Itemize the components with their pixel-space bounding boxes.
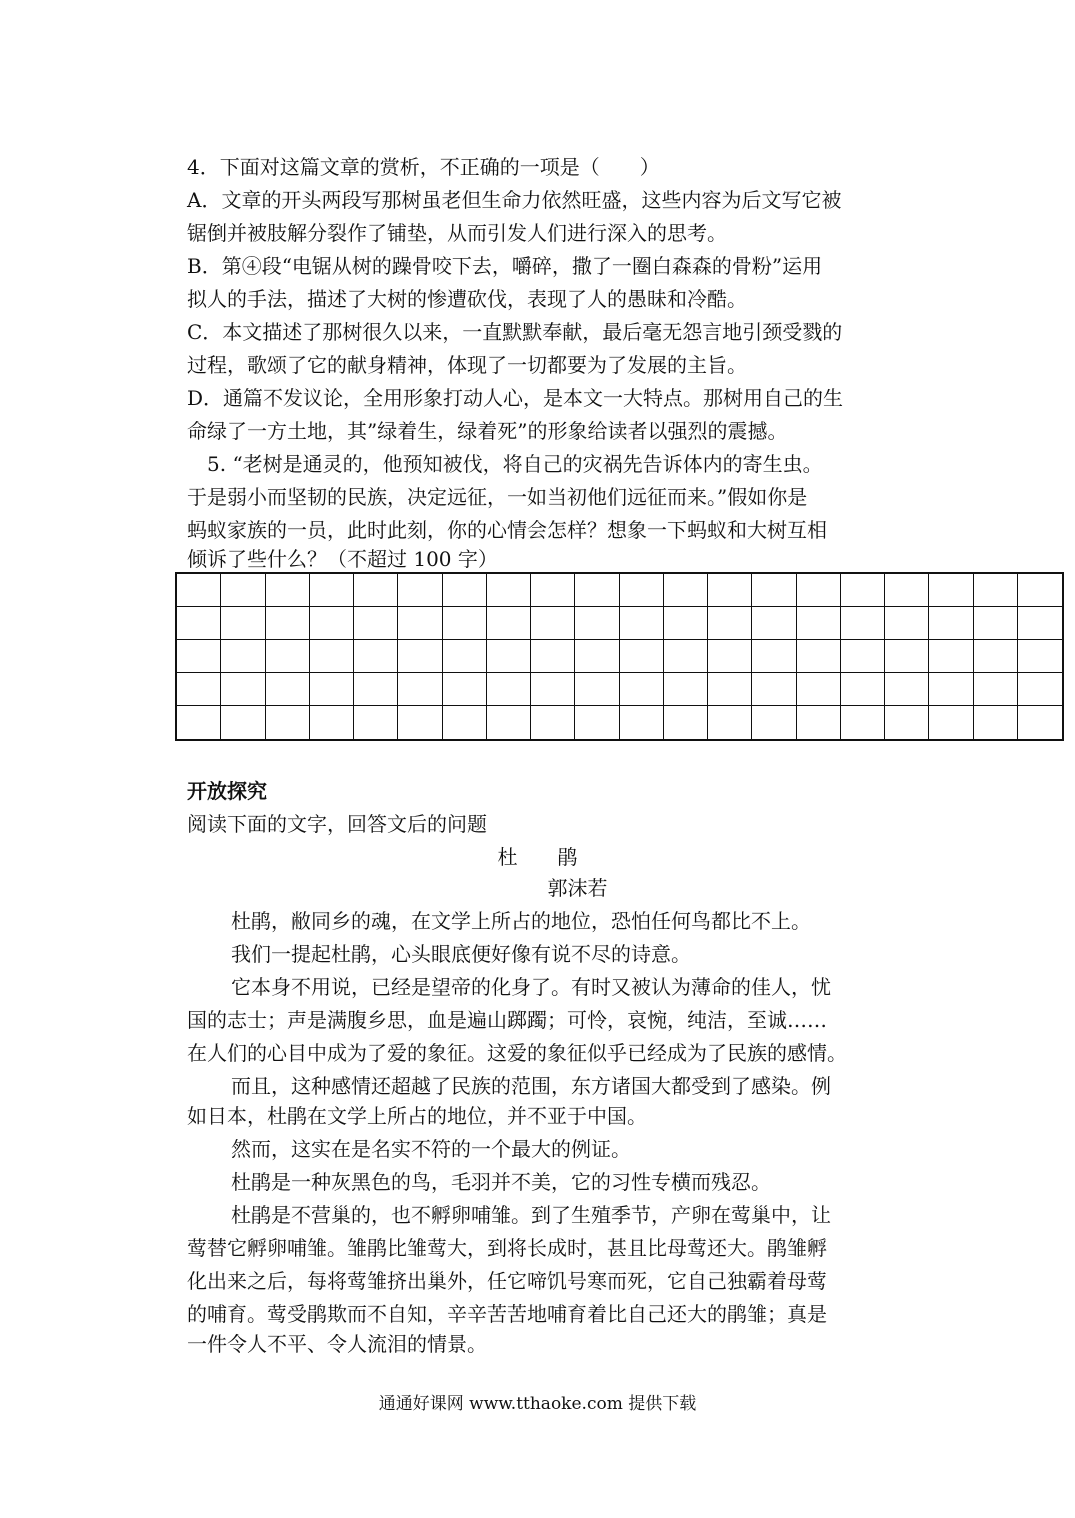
grid-cell[interactable]: [885, 673, 929, 706]
article-line: 它本身不用说，已经是望帝的化身了。有时又被认为薄命的佳人，忧: [231, 975, 831, 999]
grid-cell[interactable]: [929, 574, 973, 607]
grid-cell[interactable]: [752, 673, 796, 706]
grid-cell[interactable]: [310, 673, 354, 706]
grid-cell[interactable]: [575, 640, 619, 673]
grid-cell[interactable]: [398, 640, 442, 673]
article-title: 杜 鹃: [497, 845, 578, 869]
grid-cell[interactable]: [531, 574, 575, 607]
article-line: 杜鹃是一种灰黑色的鸟，毛羽并不美，它的习性专横而残忍。: [231, 1170, 771, 1194]
grid-cell[interactable]: [797, 640, 841, 673]
q4-option-a-line1: A．文章的开头两段写那树虽老但生命力依然旺盛，这些内容为后文写它被: [187, 188, 842, 212]
q4-option-d-line2: 命绿了一方土地，其”绿着生，绿着死”的形象给读者以强烈的震撼。: [187, 419, 788, 443]
grid-cell[interactable]: [354, 706, 398, 739]
grid-cell[interactable]: [974, 706, 1018, 739]
grid-cell[interactable]: [752, 607, 796, 640]
q4-option-a-line2: 锯倒并被肢解分裂作了铺垫，从而引发人们进行深入的思考。: [187, 221, 727, 245]
article-line: 国的志士；声是满腹乡思，血是遍山踯躅；可怜，哀惋，纯洁，至诚……: [187, 1008, 827, 1032]
grid-cell[interactable]: [752, 706, 796, 739]
grid-cell[interactable]: [664, 607, 708, 640]
grid-cell[interactable]: [797, 673, 841, 706]
grid-cell[interactable]: [531, 607, 575, 640]
grid-cell[interactable]: [487, 574, 531, 607]
grid-cell[interactable]: [398, 706, 442, 739]
grid-cell[interactable]: [487, 607, 531, 640]
grid-cell[interactable]: [266, 673, 310, 706]
grid-cell[interactable]: [398, 607, 442, 640]
grid-cell[interactable]: [310, 574, 354, 607]
grid-cell[interactable]: [310, 706, 354, 739]
grid-cell[interactable]: [841, 673, 885, 706]
q5-line4: 倾诉了些什么？（不超过 100 字）: [187, 547, 498, 571]
grid-cell[interactable]: [708, 607, 752, 640]
article-line: 莺替它孵卵哺雏。雏鹃比雏莺大，到将长成时，甚且比母莺还大。鹃雏孵: [187, 1236, 827, 1260]
grid-cell[interactable]: [575, 607, 619, 640]
grid-cell[interactable]: [398, 673, 442, 706]
q5-line2: 于是弱小而坚韧的民族，决定远征，一如当初他们远征而来。”假如你是: [187, 485, 808, 509]
grid-cell[interactable]: [443, 640, 487, 673]
grid-cell[interactable]: [885, 640, 929, 673]
grid-cell[interactable]: [443, 607, 487, 640]
grid-cell[interactable]: [177, 706, 221, 739]
grid-cell[interactable]: [487, 706, 531, 739]
grid-cell[interactable]: [575, 673, 619, 706]
grid-cell[interactable]: [443, 706, 487, 739]
grid-cell[interactable]: [620, 640, 664, 673]
q4-option-c-line2: 过程，歌颂了它的献身精神，体现了一切都要为了发展的主旨。: [187, 353, 747, 377]
grid-cell[interactable]: [575, 706, 619, 739]
article-line: 然而，这实在是名实不符的一个最大的例证。: [231, 1137, 631, 1161]
grid-cell[interactable]: [885, 574, 929, 607]
grid-cell[interactable]: [487, 673, 531, 706]
grid-cell[interactable]: [974, 607, 1018, 640]
section-instruction: 阅读下面的文字，回答文后的问题: [187, 812, 487, 836]
grid-cell[interactable]: [398, 574, 442, 607]
grid-cell[interactable]: [177, 607, 221, 640]
grid-cell[interactable]: [752, 574, 796, 607]
grid-cell[interactable]: [929, 640, 973, 673]
article-line: 如日本，杜鹃在文学上所占的地位，并不亚于中国。: [187, 1104, 647, 1128]
article-line: 杜鹃，敝同乡的魂，在文学上所占的地位，恐怕任何鸟都比不上。: [231, 909, 811, 933]
grid-cell[interactable]: [443, 574, 487, 607]
article-line: 一件令人不平、令人流泪的情景。: [187, 1332, 487, 1356]
grid-cell[interactable]: [221, 706, 265, 739]
grid-cell[interactable]: [708, 673, 752, 706]
grid-cell[interactable]: [177, 640, 221, 673]
grid-cell[interactable]: [885, 706, 929, 739]
article-line: 而且，这种感情还超越了民族的范围，东方诸国大都受到了感染。例: [231, 1074, 831, 1098]
grid-cell[interactable]: [177, 673, 221, 706]
grid-cell[interactable]: [531, 673, 575, 706]
grid-cell[interactable]: [797, 607, 841, 640]
q4-option-b-line2: 拟人的手法，描述了大树的惨遭砍伐，表现了人的愚昧和冷酷。: [187, 287, 747, 311]
grid-cell[interactable]: [354, 640, 398, 673]
grid-cell[interactable]: [885, 607, 929, 640]
grid-cell[interactable]: [266, 706, 310, 739]
grid-cell[interactable]: [841, 640, 885, 673]
grid-cell[interactable]: [1018, 574, 1062, 607]
grid-cell[interactable]: [575, 574, 619, 607]
grid-cell[interactable]: [620, 574, 664, 607]
q4-option-c-line1: C．本文描述了那树很久以来，一直默默奉献，最后毫无怨言地引颈受戮的: [187, 320, 843, 344]
article-line: 的哺育。莺受鹃欺而不自知，辛辛苦苦地哺育着比自己还大的鹃雏；真是: [187, 1302, 827, 1326]
grid-cell[interactable]: [797, 574, 841, 607]
grid-cell[interactable]: [443, 673, 487, 706]
grid-cell[interactable]: [221, 574, 265, 607]
q5-line3: 蚂蚁家族的一员，此时此刻，你的心情会怎样？想象一下蚂蚁和大树互相: [187, 518, 827, 542]
grid-cell[interactable]: [974, 673, 1018, 706]
q5-line1: 5. “老树是通灵的，他预知被伐，将自己的灾祸先告诉体内的寄生虫。: [207, 452, 823, 476]
page-footer: 通通好课网 www.tthaoke.com 提供下载: [378, 1394, 697, 1414]
article-author: 郭沫若: [547, 876, 608, 900]
grid-cell[interactable]: [664, 706, 708, 739]
grid-cell[interactable]: [531, 640, 575, 673]
grid-cell[interactable]: [266, 640, 310, 673]
grid-cell[interactable]: [221, 607, 265, 640]
grid-cell[interactable]: [929, 706, 973, 739]
grid-cell[interactable]: [974, 640, 1018, 673]
grid-cell[interactable]: [620, 706, 664, 739]
grid-cell[interactable]: [708, 574, 752, 607]
grid-cell[interactable]: [620, 673, 664, 706]
grid-cell[interactable]: [177, 574, 221, 607]
q4-option-d-line1: D．通篇不发议论，全用形象打动人心，是本文一大特点。那树用自己的生: [187, 386, 844, 410]
grid-cell[interactable]: [620, 607, 664, 640]
answer-grid[interactable]: [175, 572, 1064, 741]
grid-cell[interactable]: [266, 607, 310, 640]
article-line: 化出来之后，每将莺雏挤出巢外，任它啼饥号寒而死，它自己独霸着母莺: [187, 1269, 827, 1293]
grid-cell[interactable]: [974, 574, 1018, 607]
grid-cell[interactable]: [752, 640, 796, 673]
grid-cell[interactable]: [1018, 640, 1062, 673]
grid-cell[interactable]: [354, 673, 398, 706]
grid-cell[interactable]: [354, 607, 398, 640]
grid-cell[interactable]: [221, 640, 265, 673]
grid-cell[interactable]: [664, 640, 708, 673]
grid-cell[interactable]: [1018, 673, 1062, 706]
grid-cell[interactable]: [266, 574, 310, 607]
grid-cell[interactable]: [841, 706, 885, 739]
grid-cell[interactable]: [310, 640, 354, 673]
article-line: 我们一提起杜鹃，心头眼底便好像有说不尽的诗意。: [231, 942, 691, 966]
q4-stem: 4．下面对这篇文章的赏析，不正确的一项是（ ）: [187, 155, 660, 179]
grid-cell[interactable]: [664, 574, 708, 607]
grid-cell[interactable]: [841, 607, 885, 640]
grid-cell[interactable]: [1018, 706, 1062, 739]
grid-cell[interactable]: [1018, 607, 1062, 640]
grid-cell[interactable]: [929, 607, 973, 640]
grid-cell[interactable]: [708, 640, 752, 673]
grid-cell[interactable]: [664, 673, 708, 706]
article-line: 杜鹃是不营巢的，也不孵卵哺雏。到了生殖季节，产卵在莺巢中，让: [231, 1203, 831, 1227]
grid-cell[interactable]: [221, 673, 265, 706]
grid-cell[interactable]: [708, 706, 752, 739]
grid-cell[interactable]: [797, 706, 841, 739]
grid-cell[interactable]: [929, 673, 973, 706]
grid-cell[interactable]: [310, 607, 354, 640]
grid-cell[interactable]: [841, 574, 885, 607]
q4-option-b-line1: B．第④段“电锯从树的躁骨咬下去，嚼碎，撒了一圈白森森的骨粉”运用: [187, 254, 823, 278]
article-line: 在人们的心目中成为了爱的象征。这爱的象征似乎已经成为了民族的感情。: [187, 1041, 847, 1065]
grid-cell[interactable]: [487, 640, 531, 673]
section-title: 开放探究: [187, 779, 267, 803]
grid-cell[interactable]: [354, 574, 398, 607]
grid-cell[interactable]: [531, 706, 575, 739]
